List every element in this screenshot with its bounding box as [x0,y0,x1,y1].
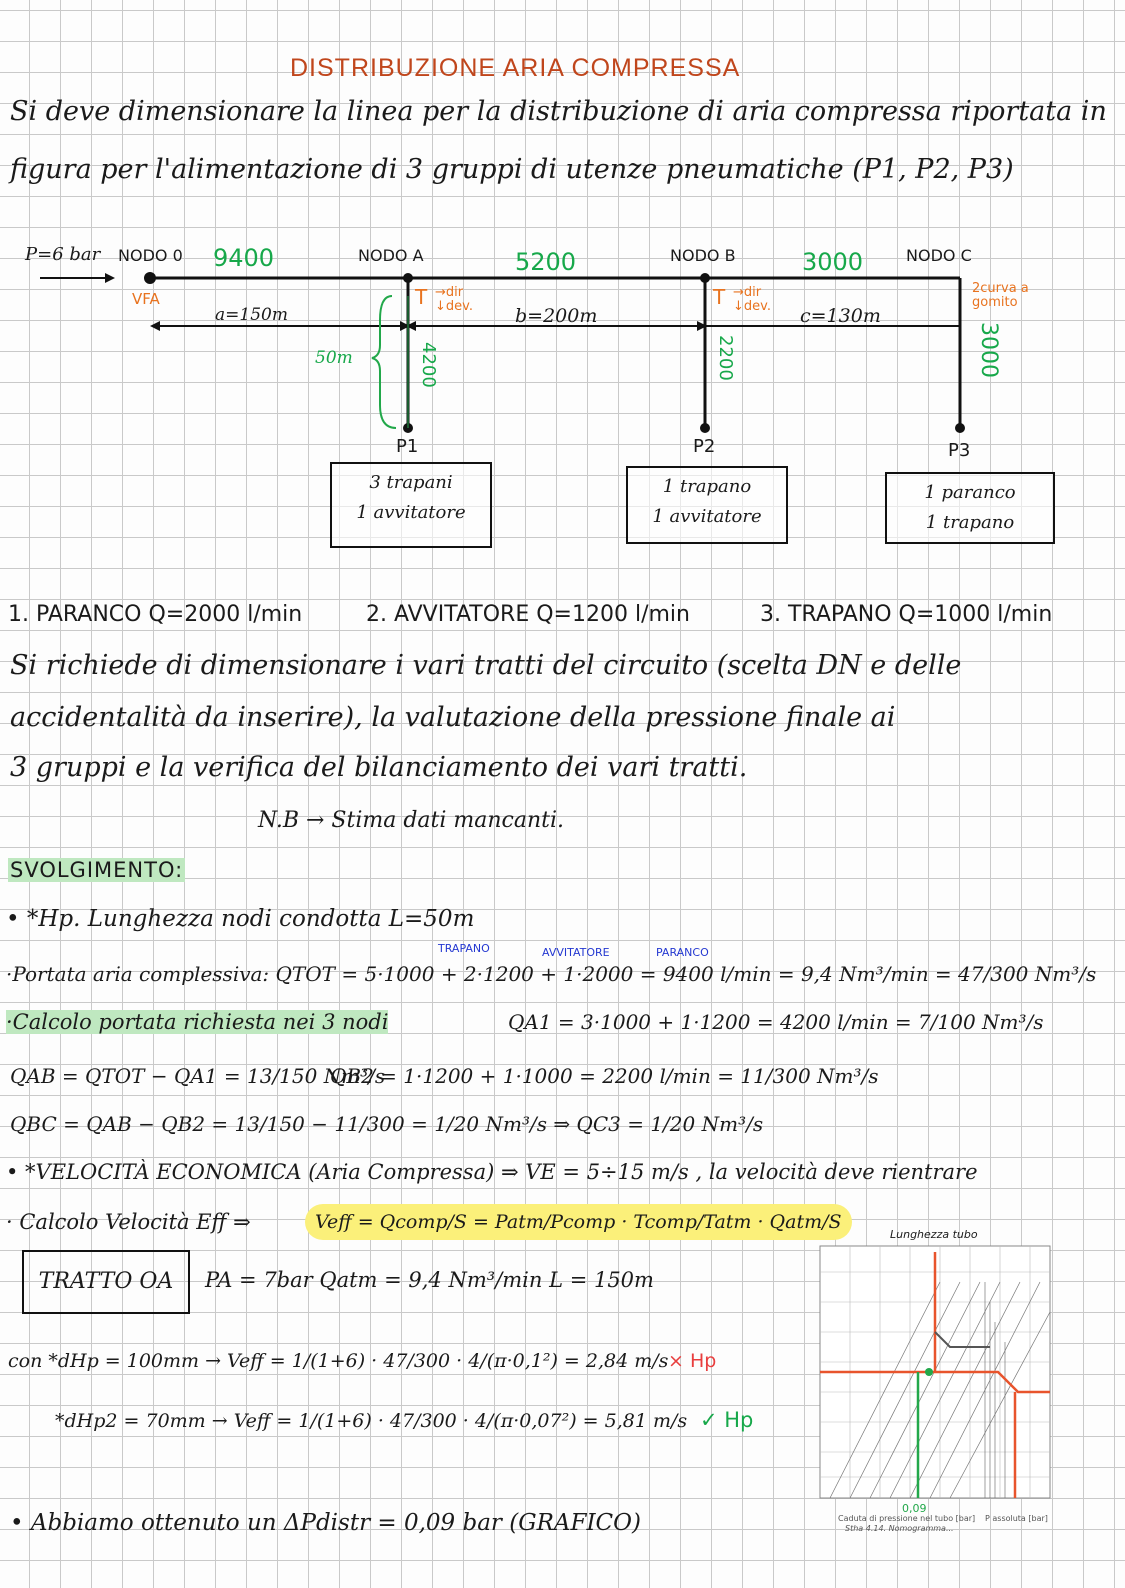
flow-0a: 9400 [213,244,275,272]
node-b-label: NODO B [670,246,736,265]
segment-a-label: a=150m [215,305,288,325]
qbc-formula: QBC = QAB − QB2 = 13/150 − 11/300 = 1/20 Nm³/s ⇒ QC3 = 1/20 Nm³/s [10,1112,764,1136]
tratto-oa-data: PA = 7bar Qatm = 9,4 Nm³/min L = 150m [205,1268,654,1292]
group-p2-box [626,466,788,544]
tag-trapano: TRAPANO [438,942,490,955]
segment-b-label: b=200m [515,305,598,327]
d2-calc: *dHp2 = 70mm → Veff = 1/(1+6) · 47/300 · 4/(π·0,07²) = 5,81 m/s [55,1410,688,1432]
qtot-line: ·Portata aria complessiva: QTOT = 5·1000 + 2·1200 + 1·2000 = 9400 l/min = 9,4 Nm³/min = 47/300 Nm³/s [6,962,1097,986]
p2-dot [700,423,710,433]
calc-portata-label: ·Calcolo portata richiesta nei 3 nodi [6,1010,389,1034]
d1-calc: con *dHp = 100mm → Veff = 1/(1+6) · 47/300 · 4/(π·0,1²) = 2,84 m/s [8,1350,669,1372]
vfa-label: VFA [132,290,160,308]
group-p3-line2: 1 trapano [925,512,1015,533]
length-brace [372,296,396,428]
request-line-1: Si richiede di dimensionare i vari tratti del circuito (scelta DN e delle [10,650,962,681]
request-line-3: 3 gruppi e la verifica del bilanciamento dei vari tratti. [10,752,748,783]
p3-dot [955,423,965,433]
nomogram-x-label: Caduta di pressione nel tubo [bar] [838,1514,976,1523]
tratto-oa-box: TRATTO OA [22,1250,190,1314]
nomogram-value-marker: 0,09 [902,1502,927,1515]
node-c-label: NODO C [906,246,972,265]
d1-reject-mark: × Hp [668,1350,717,1372]
group-p1-box [330,462,492,548]
segment-c-label: c=130m [800,305,881,327]
tag-paranco: PARANCO [656,946,709,959]
group-p3-line1: 1 paranco [924,482,1016,503]
node-b-dot [700,273,710,283]
tee-b-dir: →dir [733,285,762,300]
result-line: • Abbiamo ottenuto un ΔPdistr = 0,09 bar (GRAFICO) [10,1510,641,1536]
nomogram-right-label: P assoluta [bar] [985,1514,1048,1523]
qa1-formula: QA1 = 3·1000 + 1·1200 = 4200 l/min = 7/100 Nm³/s [508,1010,1044,1034]
nomogram-graph [790,1222,1060,1532]
branch-flow-a: 4200 [418,342,439,388]
velocity-eco: • *VELOCITÀ ECONOMICA (Aria Compressa) ⇒ VE = 5÷15 m/s , la velocità deve rientrare [6,1160,978,1184]
node-a-label: NODO A [358,246,424,265]
d2-accept-mark: ✓ Hp [700,1408,754,1432]
item-avvitatore: 2. AVVITATORE Q=1200 l/min [366,602,690,627]
branch-flow-b: 2200 [715,335,736,381]
group-p2-line2: 1 avvitatore [652,506,762,527]
branch-flow-c: 3000 [976,322,1001,378]
group-p3-box [885,472,1055,544]
node-0-label: NODO 0 [118,246,183,265]
elbow-curve-label: 2curva a gomito [972,281,1029,310]
p1-label: P1 [396,436,419,457]
nomogram-top-label: Lunghezza tubo [890,1228,978,1241]
node-0-dot [144,272,156,284]
group-p1-line1: 3 trapani [369,472,453,493]
nb-note: N.B → Stima dati mancanti. [258,808,565,833]
request-line-2: accidentalità da inserire), la valutazione della pressione finale ai [10,702,896,733]
solution-heading: SVOLGIMENTO: [10,858,184,882]
item-trapano: 3. TRAPANO Q=1000 l/min [760,602,1053,627]
nomogram-caption: Stha 4.14. Nomogramma... [845,1524,954,1533]
node-a-dot [403,273,413,283]
page-title: DISTRIBUZIONE ARIA COMPRESSA [290,54,741,82]
p2-label: P2 [693,436,716,457]
tee-b-symbol: T [713,285,726,309]
tag-avvitatore: AVVITATORE [542,946,610,959]
group-p2-line1: 1 trapano [662,476,752,497]
tee-a-dev: ↓dev. [435,299,473,314]
veff-label: · Calcolo Velocità Eff ⇒ [6,1210,251,1234]
veff-formula: Veff = Qcomp/S = Patm/Pcomp · Tcomp/Tatm · Qatm/S [305,1204,852,1240]
tee-a-symbol: T [415,285,428,309]
hp-length: • *Hp. Lunghezza nodi condotta L=50m [6,906,475,932]
p3-label: P3 [948,440,971,461]
item-paranco: 1. PARANCO Q=2000 l/min [8,602,303,627]
flow-bc: 3000 [802,248,864,276]
flow-ab: 5200 [515,248,577,276]
intro-line-2: figura per l'alimentazione di 3 gruppi di utenze pneumatiche (P1, P2, P3) [10,154,1014,185]
pressure-drop-nomogram [790,1222,1060,1532]
group-p1-line2: 1 avvitatore [356,502,466,523]
length-50-label: 50m [315,348,353,368]
pressure-label: P=6 bar [25,244,101,265]
qb2-formula: QB2 = 1·1200 + 1·1000 = 2200 l/min = 11/300 Nm³/s [330,1064,879,1088]
intro-line-1: Si deve dimensionare la linea per la distribuzione di aria compressa riportata in [10,96,1107,127]
qab-formula: QAB = QTOT − QA1 = 13/150 Nm³/s [10,1064,386,1088]
tee-a-dir: →dir [435,285,464,300]
tee-b-dev: ↓dev. [733,299,771,314]
